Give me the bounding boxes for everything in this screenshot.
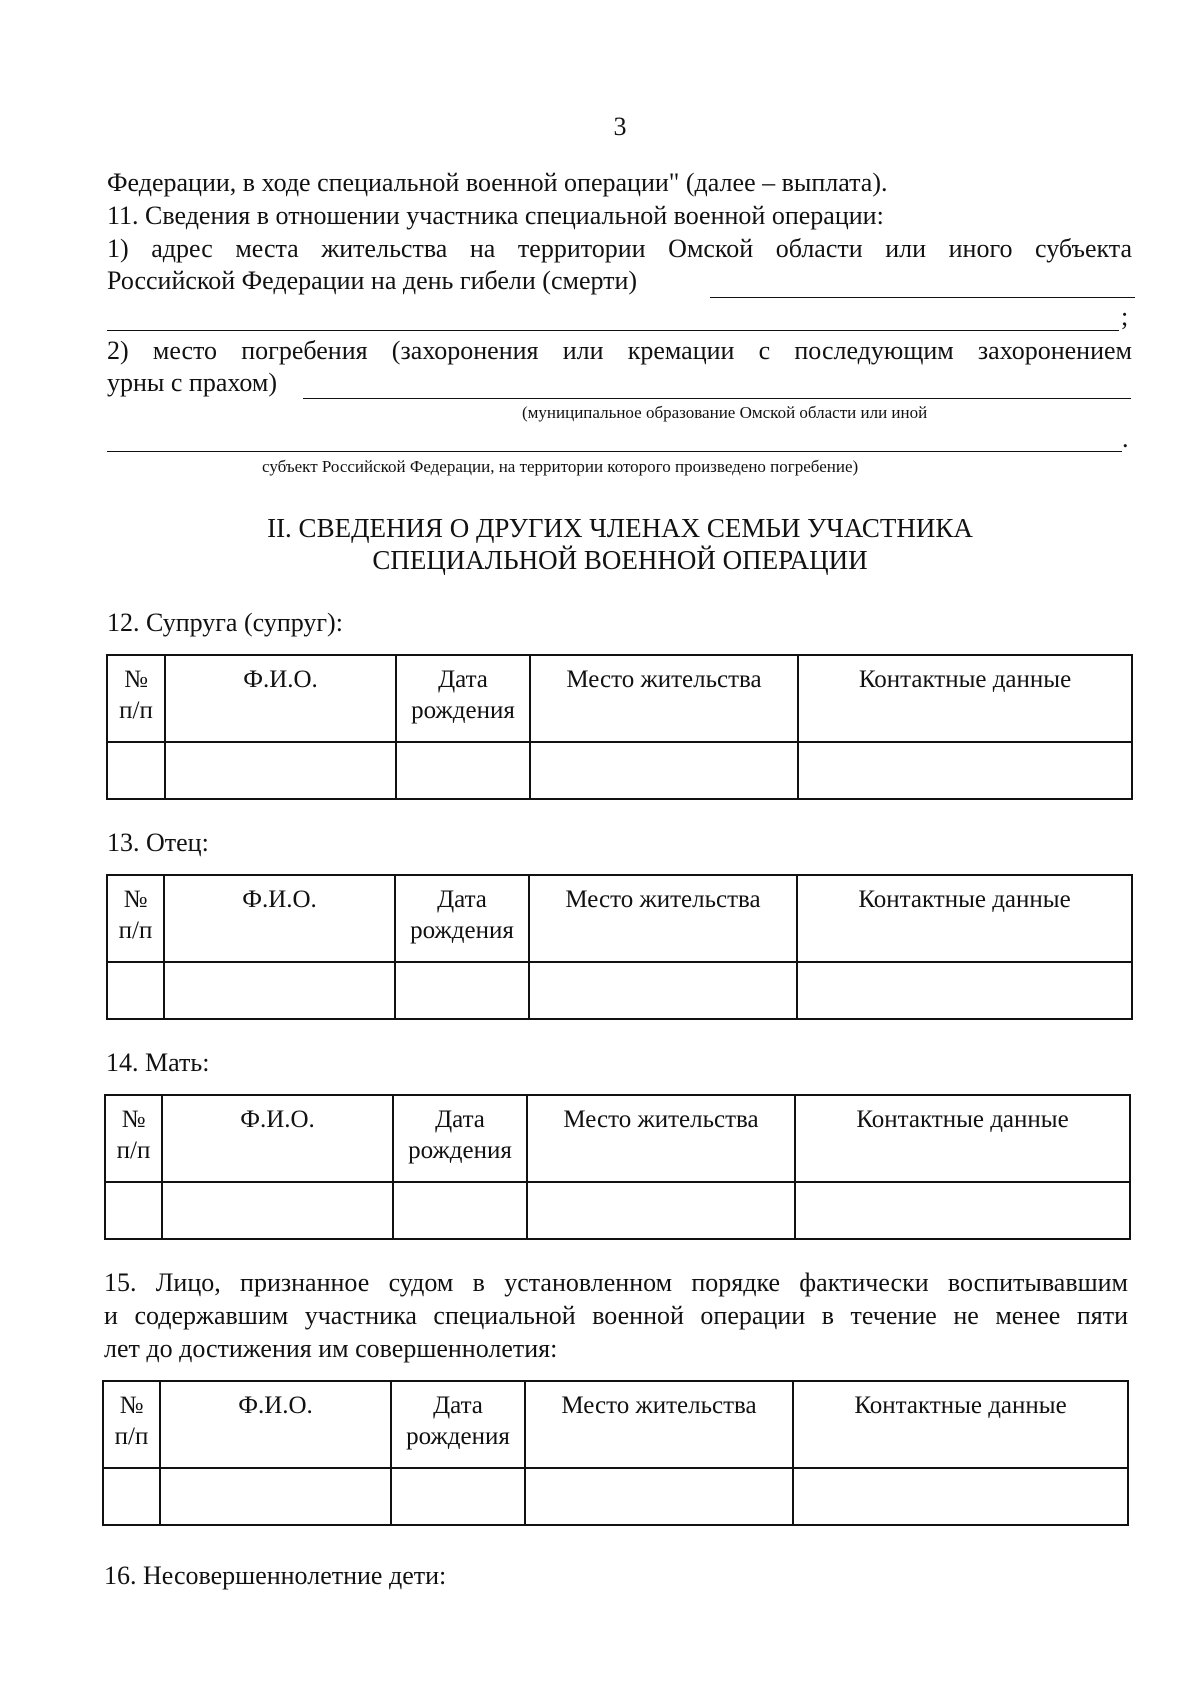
col-fio	[165, 655, 396, 742]
item-11-1-line-a: 1) адрес места жительства на территории Омской области или иного субъекта	[107, 234, 1132, 263]
table-row	[107, 742, 1132, 799]
cell-number[interactable]	[107, 962, 164, 1019]
table-row	[105, 1182, 1130, 1239]
header-text: рождения	[406, 1423, 510, 1450]
section-2-heading-line-1: II. СВЕДЕНИЯ О ДРУГИХ ЧЛЕНАХ СЕМЬИ УЧАСТНИКА	[267, 513, 973, 543]
item-11-1-line-b: Российской Федерации на день гибели (смерти)	[107, 266, 638, 295]
burial-period: .	[1122, 424, 1129, 453]
col-number	[103, 1381, 160, 1468]
item-15-line-c: лет до достижения им совершеннолетия:	[104, 1334, 558, 1363]
cell-contacts[interactable]	[798, 742, 1132, 799]
item-15-line-b: и содержавшим участника специальной военной операции в течение не менее пяти	[104, 1301, 1128, 1330]
header-text: №	[124, 666, 148, 693]
header-text: п/п	[114, 1423, 149, 1450]
address-semicolon: ;	[1121, 302, 1129, 331]
cell-fio[interactable]	[162, 1182, 393, 1239]
cell-contacts[interactable]	[797, 962, 1132, 1019]
header-text: п/п	[119, 697, 153, 724]
address-fill-line-1	[710, 297, 1135, 298]
header-text: п/п	[118, 917, 153, 944]
cell-residence[interactable]	[529, 962, 797, 1019]
item-12-title: 12. Супруга (супруг):	[107, 608, 343, 637]
cell-dob[interactable]	[396, 742, 530, 799]
item-11-2-line-a: 2) место погребения (захоронения или кремации с последующим захоронением	[107, 336, 1132, 365]
item-13-title: 13. Отец:	[107, 828, 209, 857]
col-contacts	[797, 875, 1132, 962]
header-text: №	[123, 886, 148, 913]
cell-residence[interactable]	[527, 1182, 795, 1239]
col-residence	[527, 1095, 795, 1182]
cell-contacts[interactable]	[793, 1468, 1128, 1525]
cell-contacts[interactable]	[795, 1182, 1130, 1239]
header-text: №	[121, 1106, 146, 1133]
header-text: Дата	[438, 666, 488, 693]
col-fio	[162, 1095, 393, 1182]
header-text: Место жительства	[563, 1106, 759, 1133]
col-residence	[525, 1381, 793, 1468]
col-residence	[529, 875, 797, 962]
page-number: 3	[613, 112, 627, 141]
header-text: Место жительства	[566, 666, 762, 693]
header-text: Место жительства	[561, 1392, 757, 1419]
header-text: Ф.И.О.	[242, 886, 317, 913]
table-header-row	[107, 875, 1132, 962]
col-contacts	[795, 1095, 1130, 1182]
cell-fio[interactable]	[165, 742, 396, 799]
guardian-table	[102, 1380, 1129, 1526]
table-row	[107, 962, 1132, 1019]
cell-dob[interactable]	[393, 1182, 527, 1239]
col-number	[107, 655, 165, 742]
continuation-line: Федерации, в ходе специальной военной операции" (далее – выплата).	[107, 168, 888, 197]
cell-dob[interactable]	[391, 1468, 525, 1525]
table-row	[103, 1468, 1128, 1525]
item-15-line-a: 15. Лицо, признанное судом в установленном порядке фактически воспитывавшим	[104, 1268, 1128, 1297]
cell-number[interactable]	[107, 742, 165, 799]
section-2-heading-line-2: СПЕЦИАЛЬНОЙ ВОЕННОЙ ОПЕРАЦИИ	[372, 545, 868, 575]
header-text: Место жительства	[565, 886, 761, 913]
cell-residence[interactable]	[530, 742, 798, 799]
header-text: Дата	[435, 1106, 485, 1133]
header-text: №	[119, 1392, 144, 1419]
item-14-title: 14. Мать:	[106, 1048, 210, 1077]
cell-number[interactable]	[103, 1468, 160, 1525]
header-text: Дата	[437, 886, 487, 913]
header-text: рождения	[408, 1137, 512, 1164]
header-text: Контактные данные	[858, 666, 1072, 693]
header-text: п/п	[116, 1137, 151, 1164]
item-16-title: 16. Несовершеннолетние дети:	[104, 1561, 447, 1590]
col-residence	[530, 655, 798, 742]
header-text: Дата	[433, 1392, 483, 1419]
col-dob	[393, 1095, 527, 1182]
cell-number[interactable]	[105, 1182, 162, 1239]
table-header-row	[107, 655, 1132, 742]
burial-fill-line-2	[107, 451, 1122, 452]
table-header-row	[103, 1381, 1128, 1468]
mother-table	[104, 1094, 1131, 1240]
header-text: рождения	[410, 917, 514, 944]
col-number	[107, 875, 164, 962]
header-text: Ф.И.О.	[238, 1392, 313, 1419]
col-number	[105, 1095, 162, 1182]
col-fio	[164, 875, 395, 962]
header-text: Контактные данные	[856, 1106, 1069, 1133]
col-dob	[391, 1381, 525, 1468]
header-text: Ф.И.О.	[243, 666, 318, 693]
table-header-row	[105, 1095, 1130, 1182]
col-contacts	[798, 655, 1132, 742]
cell-dob[interactable]	[395, 962, 529, 1019]
burial-fill-line-1	[303, 398, 1131, 399]
cell-fio[interactable]	[160, 1468, 391, 1525]
header-text: Ф.И.О.	[240, 1106, 315, 1133]
cell-residence[interactable]	[525, 1468, 793, 1525]
father-table	[106, 874, 1133, 1020]
col-fio	[160, 1381, 391, 1468]
header-text: Контактные данные	[854, 1392, 1067, 1419]
item-11-title: 11. Сведения в отношении участника специальной военной операции:	[107, 201, 884, 230]
burial-hint-2: субъект Российской Федерации, на территории которого произведено погребение)	[262, 457, 859, 476]
col-dob	[396, 655, 530, 742]
spouse-table	[106, 654, 1133, 800]
col-dob	[395, 875, 529, 962]
cell-fio[interactable]	[164, 962, 395, 1019]
header-text: рождения	[411, 697, 515, 724]
col-contacts	[793, 1381, 1128, 1468]
address-fill-line-2	[107, 330, 1119, 331]
item-11-2-line-b: урны с прахом)	[107, 368, 278, 397]
header-text: Контактные данные	[858, 886, 1071, 913]
burial-hint-1: (муниципальное образование Омской области или иной	[522, 403, 928, 422]
